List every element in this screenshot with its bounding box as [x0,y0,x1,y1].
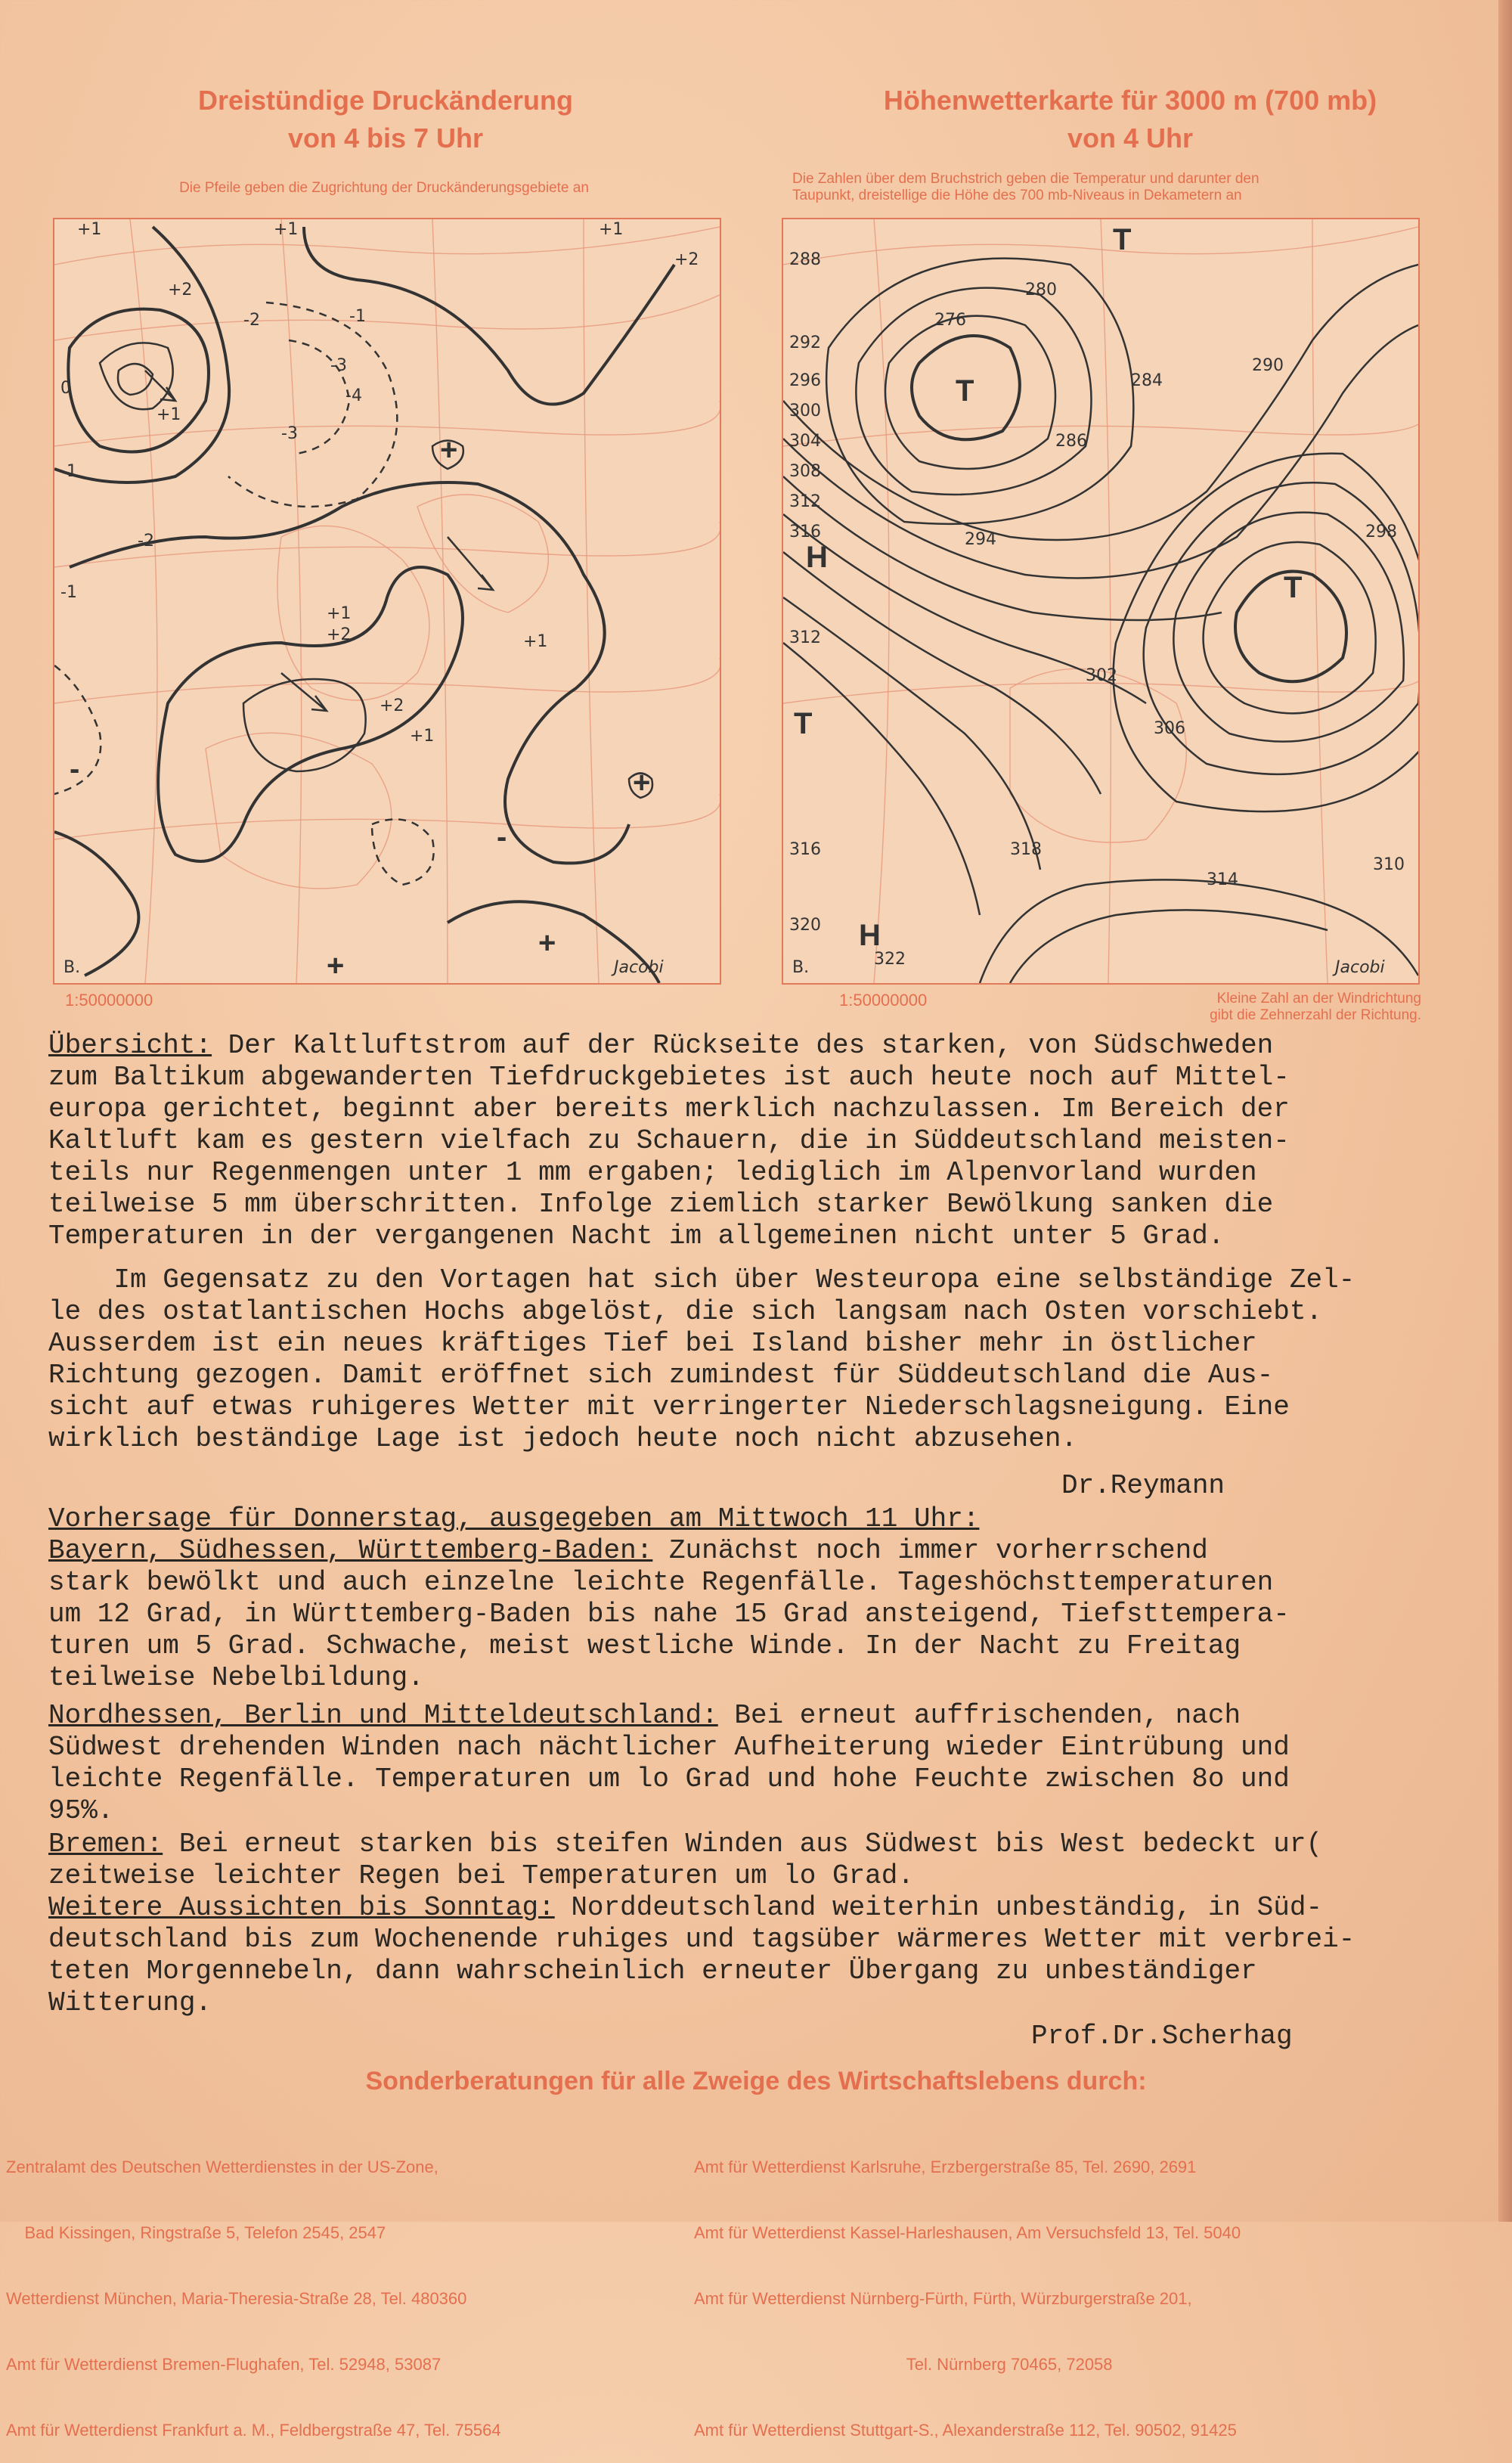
uebersicht-heading: Übersicht: [48,1030,212,1061]
map-label: +1 [599,220,624,239]
left-map-title-line2: von 4 bis 7 Uhr [287,123,484,154]
right-map-corner-mark: B. [792,958,810,977]
forecast-heading: Vorhersage für Donnerstag, ausgegeben am Mittwoch 11 Uhr: [48,1503,980,1534]
uebersicht-body: Der Kaltluftstrom auf der Rückseite des starken, von Südschweden zum Baltikum abgewanderten Tiefdruckgebietes ist auch heute noch auf Mittel- europa gerichtet, beginnt aber bereits merklich nachzulassen. Im Bereich der Kaltluft kam es gestern vielfach zu Schauern, die in Süddeutschland meisten- teils nur Regenmengen unter 1 mm ergaben; lediglich im Alpenvorland wurden teilweise 5 mm überschritten. Infolge ziemlich starker Bewölkung sanken die Temperaturen in der vergangenen Nacht im allgemeinen nicht unter 5 Grad. [48,1030,1290,1252]
page-edge [1498,0,1512,2222]
right-map-title [771,82,1489,157]
signature-scherhag: Prof.Dr.Scherhag [1031,2021,1293,2052]
right-map-title-line1: Höhenwetterkarte für 3000 m (700 mb) [883,85,1377,116]
map-label: +2 [327,625,352,644]
signature-reymann: Dr.Reymann [1061,1470,1225,1501]
bayern-section [48,1535,1432,1694]
footer-left-line: Wetterdienst München, Maria-Theresia-Straße 28, Tel. 480360 [6,2289,467,2308]
height-label: 322 [874,950,906,969]
footer-left-line: Zentralamt des Deutschen Wetterdienstes in der US-Zone, [6,2157,438,2176]
left-map-title [91,82,680,157]
footer-right [694,2112,1241,2463]
right-map-note-line2: gibt die Zehnerzahl der Richtung. [1210,1007,1421,1023]
left-map-title-line1: Dreistündige Druckänderung [197,85,574,116]
right-map-note-line1: Kleine Zahl an der Windrichtung [1216,991,1421,1007]
footer-left-line: Amt für Wetterdienst Frankfurt a. M., Feldbergstraße 47, Tel. 75564 [6,2421,501,2440]
low-symbol: T [1113,223,1132,256]
right-map-caption [792,171,1495,204]
map-label: -4 [345,386,362,405]
right-map-caption-line2: Taupunkt, dreistellige die Höhe des 700 mb-Niveaus in Dekametern an [792,188,1242,203]
height-label: 276 [934,311,966,330]
left-map-signature: Jacobi [614,958,664,977]
left-map-isallobars [54,227,674,983]
nordhessen-section [48,1700,1432,1827]
map-label: +2 [380,696,404,715]
map-label: -3 [330,356,347,375]
map-label: +1 [156,405,181,424]
weitere-body: Norddeutschland weiterhin unbeständig, in Süd- deutschland bis zum Wochenende ruhiges und tagsüber wärmeres Wetter mit verbrei- teten Morgennebeln, dann wahrscheinlich erneuter Übergang zu unbeständiger Witterung. [48,1892,1356,2018]
height-label: 284 [1131,371,1163,390]
plus-symbol: + [440,433,458,467]
height-label: 306 [1154,719,1185,738]
low-symbol: T [956,374,974,408]
map-label: +1 [274,220,299,239]
left-map-scale: 1:50000000 [65,991,153,1010]
map-label: +1 [523,632,548,651]
left-map-arrows [145,371,493,711]
low-symbol: T [794,707,813,740]
plus-symbol: + [538,926,556,960]
height-label: 320 [789,916,821,935]
height-label: 280 [1025,281,1057,299]
minus-symbol: - [70,752,80,786]
paragraph-2: Im Gegensatz zu den Vortagen hat sich über Westeuropa eine selbständige Zel- le des ostatlantischen Hochs abgelöst, die sich langsam nach Osten vorschiebt. Ausserdem ist ein neues kräftiges Tief bei Island bisher mehr in östlicher Richtung gezogen. Damit eröffnet sich zumindest für Süddeutschland die Aus- sicht auf etwas ruhigeres Wetter mit verringerter Niederschlagsneigung. Eine wirklich beständige Lage ist jedoch heute noch nicht abzusehen. [48,1264,1356,1454]
height-label: 316 [789,840,821,859]
height-label: 314 [1207,870,1238,889]
height-label: 316 [789,523,821,541]
map-label: +2 [674,250,699,269]
height-label: 296 [789,371,821,390]
right-map-signature: Jacobi [1335,958,1385,977]
height-label: 300 [789,402,821,420]
height-label: 308 [789,462,821,481]
height-label: 286 [1055,432,1087,451]
right-map-caption-line1: Die Zahlen über dem Bruchstrich geben die Temperatur und darunter den [792,171,1259,187]
height-label: 294 [965,530,996,549]
height-label: 288 [789,250,821,269]
map-label: -3 [281,424,298,443]
map-label: +1 [327,604,352,623]
left-map-chart [54,219,720,983]
bremen-section [48,1829,1432,1892]
left-map-corner-mark: B. [64,958,81,977]
bayern-heading: Bayern, Südhessen, Württemberg-Baden: [48,1535,653,1566]
minus-symbol: - [497,820,507,854]
footer-title: Sonderberatungen für alle Zweige des Wirtschaftslebens durch: [365,2067,1147,2095]
map-label: +2 [168,281,193,299]
plus-symbol: + [633,766,651,799]
footer-right-line: Amt für Wetterdienst Kassel-Harleshausen, Am Versuchsfeld 13, Tel. 5040 [694,2223,1241,2242]
plus-symbol: + [327,949,345,982]
forecast-heading-line [48,1503,1432,1535]
right-map-chart [783,219,1418,983]
high-symbol: H [859,919,881,952]
right-map-title-line2: von 4 Uhr [1067,123,1194,154]
footer-left [6,2112,501,2463]
right-map [782,218,1420,985]
nordhessen-body: Bei erneut auffrischenden, nach Südwest drehenden Winden nach nächtlicher Aufheiterung wieder Eintrübung und leichte Regenfälle. Temperaturen um lo Grad und hohe Feuchte zwischen 8o und 95%. [48,1700,1290,1826]
right-map-contours [783,259,1418,983]
right-map-geography [783,219,1418,983]
right-map-scale: 1:50000000 [839,991,928,1010]
left-map [53,218,721,985]
map-label: -1 [60,583,77,602]
map-label: -1 [60,462,77,481]
footer-right-line: Amt für Wetterdienst Nürnberg-Fürth, Fürth, Würzburgerstraße 201, [694,2289,1192,2308]
height-label: 310 [1373,855,1405,874]
nordhessen-heading: Nordhessen, Berlin und Mitteldeutschland: [48,1700,718,1731]
uebersicht-section [48,1030,1432,1252]
map-label: +1 [410,727,435,746]
left-map-caption: Die Pfeile geben die Zugrichtung der Druckänderungsgebiete an [179,180,589,196]
right-map-note [1089,991,1421,1024]
low-symbol: T [1284,571,1303,604]
footer-right-line: Amt für Wetterdienst Stuttgart-S., Alexanderstraße 112, Tel. 90502, 91425 [694,2421,1237,2440]
map-label: +1 [77,220,102,239]
height-label: 292 [789,333,821,352]
height-label: 304 [789,432,821,451]
height-label: 318 [1010,840,1042,859]
right-map-symbols [794,223,1302,952]
footer-left-line: Bad Kissingen, Ringstraße 5, Telefon 2545, 2547 [6,2223,386,2242]
footer-right-line: Amt für Wetterdienst Karlsruhe, Erzbergerstraße 85, Tel. 2690, 2691 [694,2157,1197,2176]
footer-right-line: Tel. Nürnberg 70465, 72058 [694,2355,1113,2374]
weitere-heading: Weitere Aussichten bis Sonntag: [48,1892,555,1923]
bremen-heading: Bremen: [48,1829,163,1860]
bremen-body: Bei erneut starken bis steifen Winden aus Südwest bis West bedeckt ur( zeitweise leichter Regen bei Temperaturen um lo Grad. [48,1829,1323,1891]
footer-left-line: Amt für Wetterdienst Bremen-Flughafen, Tel. 52948, 53087 [6,2355,442,2374]
map-label: -2 [138,532,154,551]
high-symbol: H [806,541,828,574]
height-label: 312 [789,492,821,511]
height-label: 312 [789,628,821,647]
bayern-body: Zunächst noch immer vorherrschend stark bewölkt und auch einzelne leichte Regenfälle. Tageshöchsttemperaturen um 12 Grad, in Württemberg-Baden bis nahe 15 Grad ansteigend, Tiefsttempera- turen um 5 Grad. Schwache, meist westliche Winde. In der Nacht zu Freitag teilweise Nebelbildung. [48,1535,1290,1693]
map-label: 0 [60,379,71,398]
height-label: 298 [1365,523,1397,541]
map-label: -1 [349,307,366,326]
map-label: -2 [243,311,260,330]
height-label: 290 [1252,356,1284,375]
weitere-section [48,1892,1432,2019]
height-label: 302 [1086,666,1117,685]
